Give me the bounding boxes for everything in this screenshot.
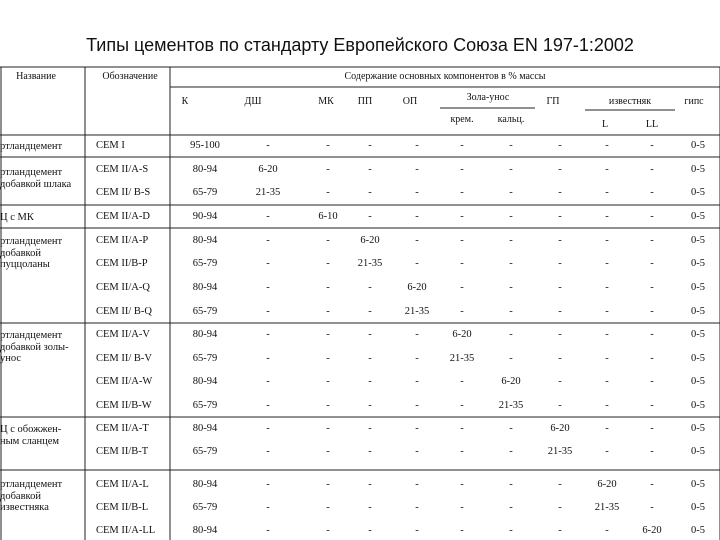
header-ll: LL [645, 119, 659, 130]
table-cell: 21-35 [404, 306, 430, 317]
table-cell: - [558, 306, 562, 317]
table-cell: - [650, 282, 654, 293]
group-label: ртландцемент добавкой пуццоланы [0, 236, 63, 270]
table-cell: - [368, 423, 372, 434]
table-cell: - [605, 211, 609, 222]
table-cell: 6-20 [642, 525, 662, 536]
table-cell: - [460, 140, 464, 151]
table-cell: - [460, 525, 464, 536]
header-designation: Обозначение [102, 71, 158, 82]
cement-code: CEM II/A-T [96, 423, 149, 434]
table-cell: 0-5 [691, 502, 705, 513]
table-cell: - [266, 140, 270, 151]
table-cell: - [266, 423, 270, 434]
table-cell: - [650, 140, 654, 151]
table-cell: - [558, 211, 562, 222]
table-cell: - [460, 479, 464, 490]
table-cell: - [415, 479, 419, 490]
table-cell: 6-10 [318, 211, 338, 222]
table-cell: - [650, 502, 654, 513]
table-cell: - [368, 164, 372, 175]
group-label: ртландцемент [0, 141, 63, 152]
table-cell: - [509, 353, 513, 364]
table-cell: - [326, 423, 330, 434]
header-limestone: известняк [608, 96, 652, 107]
table-cell: 21-35 [594, 502, 620, 513]
table-cell: 0-5 [691, 282, 705, 293]
table-cell: - [509, 479, 513, 490]
table-cell: - [509, 446, 513, 457]
table-cell: 6-20 [550, 423, 570, 434]
table-cell: - [460, 306, 464, 317]
cement-code: CEM II/ B-V [96, 353, 152, 364]
header-kalts: кальц. [497, 114, 525, 125]
table-cell: 0-5 [691, 376, 705, 387]
table-cell: - [650, 306, 654, 317]
table-cell: 65-79 [192, 502, 218, 513]
table-cell: - [415, 329, 419, 340]
table-cell: - [558, 479, 562, 490]
table-cell: - [415, 376, 419, 387]
cement-code: CEM II/ B-S [96, 187, 151, 198]
table-cell: - [605, 446, 609, 457]
table-cell: 6-20 [360, 235, 380, 246]
header-gp: ГП [546, 96, 560, 107]
table-cell: 0-5 [691, 400, 705, 411]
table-cell: 0-5 [691, 235, 705, 246]
table-cell: - [415, 400, 419, 411]
table-cell: - [650, 446, 654, 457]
table-cell: 21-35 [449, 353, 475, 364]
cement-code: CEM I [96, 140, 125, 151]
cement-code: CEM II/A-Q [96, 282, 150, 293]
table-cell: - [266, 446, 270, 457]
table-cell: - [368, 140, 372, 151]
table-cell: - [460, 446, 464, 457]
table-cell: - [509, 329, 513, 340]
table-cell: 0-5 [691, 479, 705, 490]
table-cell: - [650, 479, 654, 490]
header-gypsum: гипс [684, 96, 704, 107]
table-cell: - [415, 235, 419, 246]
header-mk: МК [318, 96, 334, 107]
table-cell: - [605, 306, 609, 317]
table-cell: 80-94 [192, 282, 218, 293]
table-cell: - [605, 400, 609, 411]
table-cell: - [460, 502, 464, 513]
table-cell: - [509, 282, 513, 293]
table-cell: - [415, 423, 419, 434]
table-cell: - [326, 446, 330, 457]
table-cell: - [266, 525, 270, 536]
group-label: ртландцемент добавкой известняка [0, 479, 63, 513]
table-cell: - [368, 353, 372, 364]
table-cell: - [415, 525, 419, 536]
table-cell: 65-79 [192, 400, 218, 411]
table-cell: - [415, 211, 419, 222]
table-cell: - [266, 282, 270, 293]
table-cell: 80-94 [192, 376, 218, 387]
table-cell: - [368, 446, 372, 457]
table-cell: - [415, 258, 419, 269]
cement-code: CEM II/A-P [96, 235, 149, 246]
header-op: ОП [402, 96, 418, 107]
table-cell: 65-79 [192, 306, 218, 317]
table-cell: - [266, 502, 270, 513]
table-cell: - [326, 376, 330, 387]
table-cell: - [558, 235, 562, 246]
table-cell: - [368, 306, 372, 317]
table-cell: - [460, 164, 464, 175]
table-cell: - [650, 353, 654, 364]
cement-code: CEM II/B-T [96, 446, 149, 457]
table-cell: 0-5 [691, 258, 705, 269]
table-cell: - [326, 525, 330, 536]
table-cell: - [266, 235, 270, 246]
table-cell: - [558, 140, 562, 151]
table-cell: - [266, 479, 270, 490]
table-cell: - [558, 164, 562, 175]
table-cell: - [605, 376, 609, 387]
header-content: Содержание основных компонентов в % массы [344, 71, 546, 82]
table-cell: - [605, 258, 609, 269]
table-cell: - [605, 235, 609, 246]
table-cell: - [509, 525, 513, 536]
table-cell: - [605, 282, 609, 293]
table-cell: - [509, 211, 513, 222]
table-cell: - [415, 446, 419, 457]
table-cell: - [558, 376, 562, 387]
cement-code: CEM II/B-L [96, 502, 149, 513]
table-cell: 90-94 [192, 211, 218, 222]
table-cell: - [266, 353, 270, 364]
table-cell: - [460, 211, 464, 222]
table-cell: - [558, 187, 562, 198]
table-cell: 80-94 [192, 525, 218, 536]
table-cell: - [509, 187, 513, 198]
table-cell: - [650, 376, 654, 387]
cement-code: CEM II/B-P [96, 258, 148, 269]
cement-code: CEM II/A-L [96, 479, 149, 490]
table-cell: 21-35 [547, 446, 573, 457]
table-cell: - [558, 400, 562, 411]
table-cell: - [460, 282, 464, 293]
cement-code: CEM II/A-V [96, 329, 150, 340]
table-cell: - [460, 187, 464, 198]
table-cell: 0-5 [691, 446, 705, 457]
cement-code: CEM II/ B-Q [96, 306, 152, 317]
table-cell: - [326, 400, 330, 411]
table-cell: 0-5 [691, 353, 705, 364]
table-cell: - [605, 140, 609, 151]
cement-code: CEM II/A-D [96, 211, 150, 222]
table-cell: - [460, 400, 464, 411]
table-cell: - [558, 502, 562, 513]
table-cell: - [326, 140, 330, 151]
header-l: L [601, 119, 609, 130]
table-cell: 65-79 [192, 446, 218, 457]
table-cell: - [605, 353, 609, 364]
table-cell: - [326, 479, 330, 490]
table-cell: - [368, 400, 372, 411]
table-cell: 80-94 [192, 164, 218, 175]
table-cell: - [558, 282, 562, 293]
table-cell: 80-94 [192, 423, 218, 434]
table-cell: - [460, 258, 464, 269]
table-cell: - [650, 258, 654, 269]
table-cell: 0-5 [691, 140, 705, 151]
table-cell: - [558, 353, 562, 364]
table-cell: 6-20 [407, 282, 427, 293]
table-cell: - [509, 164, 513, 175]
table-cell: - [650, 187, 654, 198]
cement-code: CEM II/A-S [96, 164, 149, 175]
table-cell: 21-35 [498, 400, 524, 411]
table-cell: 65-79 [192, 187, 218, 198]
table-cell: 65-79 [192, 258, 218, 269]
table-cell: - [460, 376, 464, 387]
table-cell: - [326, 164, 330, 175]
group-label: Ц с обожжен-ным сланцем [0, 424, 62, 447]
table-cell: 6-20 [501, 376, 521, 387]
header-name: Название [16, 71, 56, 82]
table-cell: - [326, 329, 330, 340]
table-cell: - [460, 235, 464, 246]
table-cell: - [509, 140, 513, 151]
table-cell: 65-79 [192, 353, 218, 364]
table-cell: - [266, 376, 270, 387]
table-cell: - [650, 423, 654, 434]
table-cell: 80-94 [192, 329, 218, 340]
table-cell: 0-5 [691, 329, 705, 340]
table-cell: - [605, 525, 609, 536]
table-cell: - [326, 282, 330, 293]
table-cell: 80-94 [192, 479, 218, 490]
table-cell: 0-5 [691, 164, 705, 175]
group-label: ртландцемент добавкой золы-унос [0, 330, 69, 364]
table-cell: - [509, 258, 513, 269]
table-cell: 80-94 [192, 235, 218, 246]
table-cell: - [558, 525, 562, 536]
table-cell: - [368, 479, 372, 490]
table-cell: - [509, 235, 513, 246]
header-krem: крем. [450, 114, 474, 125]
table-cell: - [650, 400, 654, 411]
table-cell: - [266, 306, 270, 317]
table-cell: - [368, 282, 372, 293]
table-cell: - [368, 211, 372, 222]
table-cell: - [368, 376, 372, 387]
table-cell: - [326, 235, 330, 246]
header-k: К [181, 96, 189, 107]
table-cell: - [509, 423, 513, 434]
table-cell: - [266, 211, 270, 222]
table-cell: - [415, 502, 419, 513]
table-cell: - [326, 353, 330, 364]
header-dsh: ДШ [244, 96, 262, 107]
table-cell: - [605, 329, 609, 340]
group-label: ртландцемент добавкой шлака [0, 167, 72, 190]
group-label: Ц с МК [0, 212, 34, 223]
table-cell: - [266, 400, 270, 411]
table-cell: - [650, 235, 654, 246]
table-cell: - [368, 502, 372, 513]
table-cell: 21-35 [357, 258, 383, 269]
header-fly-ash: Зола-унос [466, 92, 510, 103]
table-cell: 21-35 [255, 187, 281, 198]
table-cell: - [368, 525, 372, 536]
table-cell: - [326, 306, 330, 317]
table-cell: - [605, 187, 609, 198]
table-cell: 0-5 [691, 306, 705, 317]
table-cell: 0-5 [691, 525, 705, 536]
table-cell: - [509, 306, 513, 317]
table-cell: - [368, 187, 372, 198]
cement-code: CEM II/A-LL [96, 525, 156, 536]
table-cell: - [650, 164, 654, 175]
table-cell: 0-5 [691, 423, 705, 434]
table-cell: - [326, 502, 330, 513]
table-cell: - [509, 502, 513, 513]
table-cell: 6-20 [597, 479, 617, 490]
table-cell: - [650, 329, 654, 340]
table-cell: - [558, 258, 562, 269]
table-cell: - [326, 258, 330, 269]
table-cell: 0-5 [691, 211, 705, 222]
table-cell: - [266, 329, 270, 340]
page-title: Типы цементов по стандарту Европейского Союза EN 197-1:2002 [86, 35, 634, 55]
table-cell: - [460, 423, 464, 434]
header-pp: ПП [357, 96, 373, 107]
table-cell: - [415, 140, 419, 151]
table-cell: - [326, 187, 330, 198]
table-cell: 0-5 [691, 187, 705, 198]
table-cell: - [605, 164, 609, 175]
cement-code: CEM II/B-W [96, 400, 152, 411]
table-cell: - [415, 353, 419, 364]
table-cell: - [368, 329, 372, 340]
table-cell: - [650, 211, 654, 222]
table-cell: 95-100 [190, 140, 220, 151]
table-cell: - [605, 423, 609, 434]
table-cell: - [415, 187, 419, 198]
cement-code: CEM II/A-W [96, 376, 153, 387]
table-cell: 6-20 [452, 329, 472, 340]
table-cell: - [415, 164, 419, 175]
table-cell: - [266, 258, 270, 269]
table-cell: 6-20 [258, 164, 278, 175]
table-cell: - [558, 329, 562, 340]
